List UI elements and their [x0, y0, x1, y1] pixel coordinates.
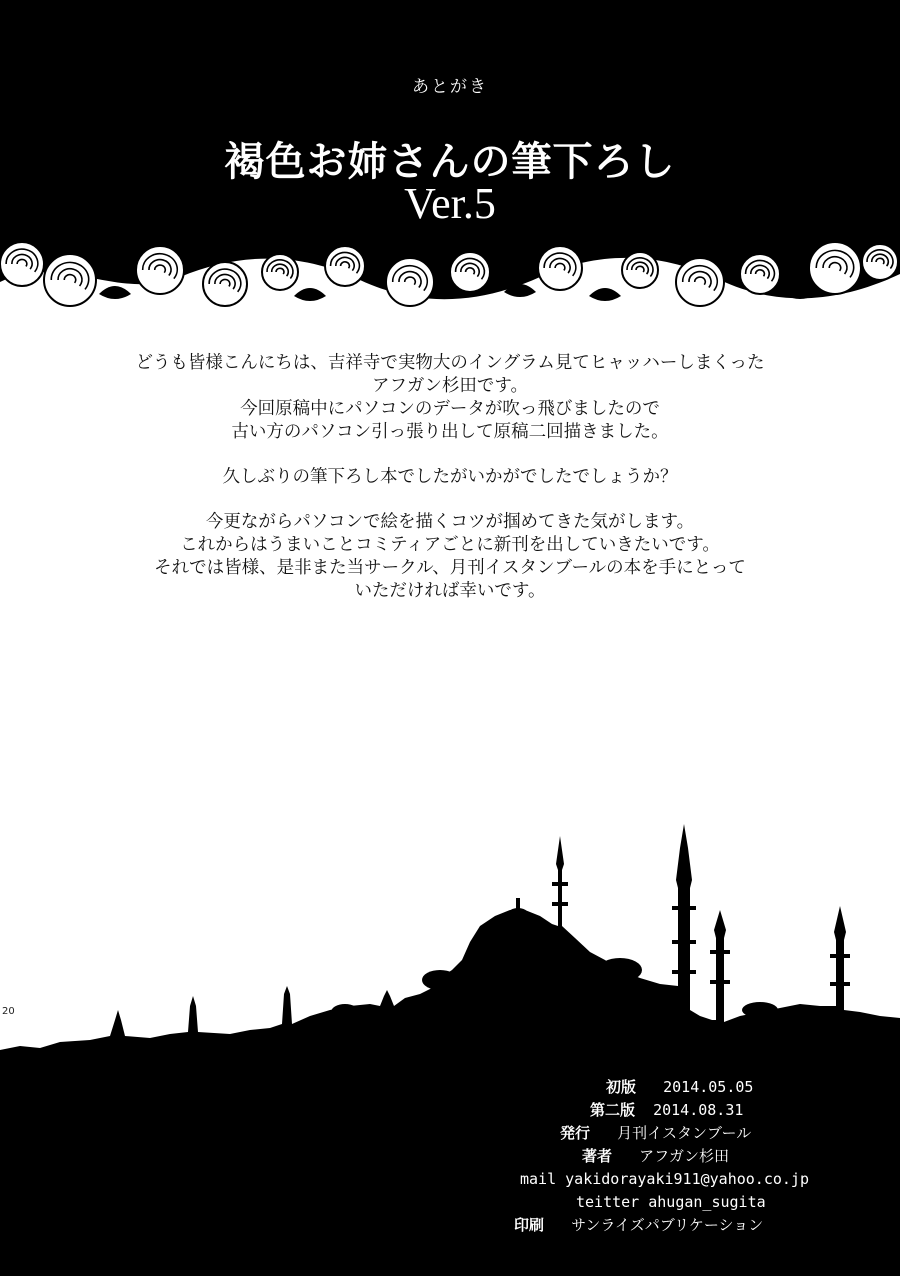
version-label: Ver.5: [404, 179, 496, 228]
author-row: [510, 1145, 880, 1168]
leaf-ornament: [784, 286, 816, 299]
second-edition-row: [510, 1099, 880, 1122]
second-edition-date: 2014.08.31: [653, 1101, 744, 1119]
rose-ornament: [740, 254, 780, 294]
rose-ornament: [262, 254, 298, 290]
page-title: 褐色お姉さんの筆下ろし: [224, 138, 676, 185]
body-line: これからはうまいことコミティアごとに新刊を出していきたいです。: [180, 535, 720, 555]
rose-ornament: [862, 244, 898, 280]
rose-ornament: [676, 258, 724, 306]
publisher-name: 月刊イスタンブール: [617, 1124, 752, 1142]
rose-ornament: [136, 246, 184, 294]
body-paragraph-1: [40, 352, 860, 444]
twitter-handle: ahugan_sugita: [648, 1193, 766, 1211]
first-edition-date: 2014.05.05: [663, 1078, 754, 1096]
afterword-label: あとがき: [412, 77, 488, 97]
mail-row: [510, 1168, 880, 1191]
mail-address: yakidorayaki911@yahoo.co.jp: [565, 1170, 809, 1188]
printer-name: サンライズパブリケーション: [571, 1216, 764, 1234]
rose-ornament: [203, 262, 247, 306]
rose-ornament: [622, 252, 658, 288]
body-paragraph-2: [40, 466, 860, 489]
body-line: アフガン杉田です。: [372, 376, 528, 396]
body-paragraph-3: [40, 511, 860, 603]
rose-ornament: [538, 246, 582, 290]
body-line: いただければ幸いです。: [354, 581, 546, 601]
mail-label: mail: [520, 1170, 557, 1188]
first-edition-row: [510, 1076, 880, 1099]
colophon: [510, 1076, 880, 1237]
printer-row: [510, 1214, 880, 1237]
author-name: アフガン杉田: [639, 1147, 729, 1165]
body-line: それでは皆様、是非また当サークル、月刊イスタンブールの本を手にとって: [154, 558, 746, 578]
publisher-label: 発行: [560, 1124, 591, 1142]
publisher-row: [510, 1122, 880, 1145]
page-number: 20: [2, 1006, 15, 1017]
rose-ornament: [386, 258, 434, 306]
printer-label: 印刷: [514, 1216, 545, 1234]
rose-ornament: [0, 242, 44, 286]
twitter-label: teitter: [576, 1193, 640, 1211]
rose-border-ornament: [0, 222, 900, 312]
author-label: 著者: [582, 1147, 613, 1165]
body-line: 今更ながらパソコンで絵を描くコツが掴めてきた気がします。: [205, 512, 695, 532]
rose-ornament: [450, 252, 490, 292]
twitter-row: [510, 1191, 880, 1214]
rose-ornament: [325, 246, 365, 286]
afterword-body: [40, 352, 860, 625]
first-edition-label: 初版: [606, 1078, 637, 1096]
body-line: 古い方のパソコン引っ張り出して原稿二回描きました。: [231, 422, 669, 442]
body-line: 久しぶりの筆下ろし本でしたがいかがでしたでしょうか？: [222, 467, 678, 487]
body-line: どうも皆様こんにちは、吉祥寺で実物大のイングラム見てヒャッハーしまくった: [135, 353, 765, 373]
second-edition-label: 第二版: [590, 1101, 636, 1119]
body-line: 今回原稿中にパソコンのデータが吹っ飛びましたので: [240, 399, 660, 419]
rose-ornament: [44, 254, 96, 306]
rose-ornament: [809, 242, 861, 294]
